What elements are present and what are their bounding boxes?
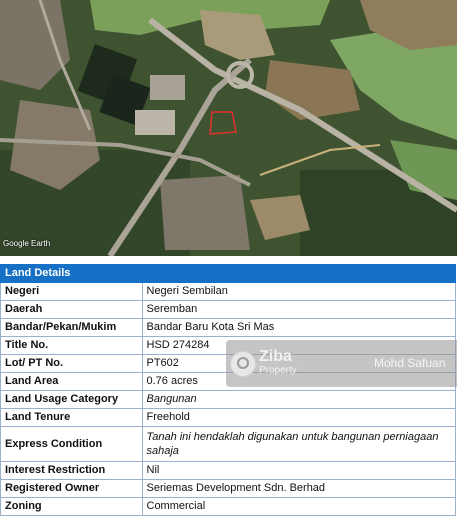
row-key: Express Condition xyxy=(1,427,143,462)
row-value: PT602 xyxy=(142,355,456,373)
table-row xyxy=(1,480,456,498)
satellite-map-image xyxy=(0,0,457,256)
land-details-table xyxy=(0,264,456,516)
row-value: 0.76 acres xyxy=(142,373,456,391)
row-value: HSD 274284 xyxy=(142,337,456,355)
table-row xyxy=(1,462,456,480)
row-value: Commercial xyxy=(142,498,456,516)
row-value: Negeri Sembilan xyxy=(142,283,456,301)
table-row xyxy=(1,391,456,409)
row-value: Freehold xyxy=(142,409,456,427)
table-row xyxy=(1,283,456,301)
row-key: Lot/ PT No. xyxy=(1,355,143,373)
row-key: Registered Owner xyxy=(1,480,143,498)
row-value: Seremban xyxy=(142,301,456,319)
table-header: Land Details xyxy=(1,265,456,283)
row-value: Bandar Baru Kota Sri Mas xyxy=(142,319,456,337)
row-key: Land Area xyxy=(1,373,143,391)
row-value: Seriemas Development Sdn. Berhad xyxy=(142,480,456,498)
table-row xyxy=(1,301,456,319)
satellite-map xyxy=(0,0,457,256)
watermark-sub: Property xyxy=(259,365,297,376)
row-key: Interest Restriction xyxy=(1,462,143,480)
row-key: Negeri xyxy=(1,283,143,301)
row-value: Tanah ini hendaklah digunakan untuk bangunan perniagaan sahaja xyxy=(142,427,456,462)
map-credit: Google Earth xyxy=(3,239,51,248)
table-row xyxy=(1,319,456,337)
row-key: Bandar/Pekan/Mukim xyxy=(1,319,143,337)
watermark-agent-name: Mohd Safuan xyxy=(374,356,446,370)
ziba-logo-icon xyxy=(230,351,256,377)
table-row xyxy=(1,427,456,462)
watermark-banner xyxy=(226,340,457,387)
table-row xyxy=(1,409,456,427)
table-header-row xyxy=(1,265,456,283)
row-key: Title No. xyxy=(1,337,143,355)
row-value: Bangunan xyxy=(142,391,456,409)
row-key: Land Tenure xyxy=(1,409,143,427)
row-value: Nil xyxy=(142,462,456,480)
table-row xyxy=(1,498,456,516)
row-key: Land Usage Category xyxy=(1,391,143,409)
row-key: Zoning xyxy=(1,498,143,516)
row-key: Daerah xyxy=(1,301,143,319)
watermark-brand: Ziba xyxy=(259,348,292,365)
